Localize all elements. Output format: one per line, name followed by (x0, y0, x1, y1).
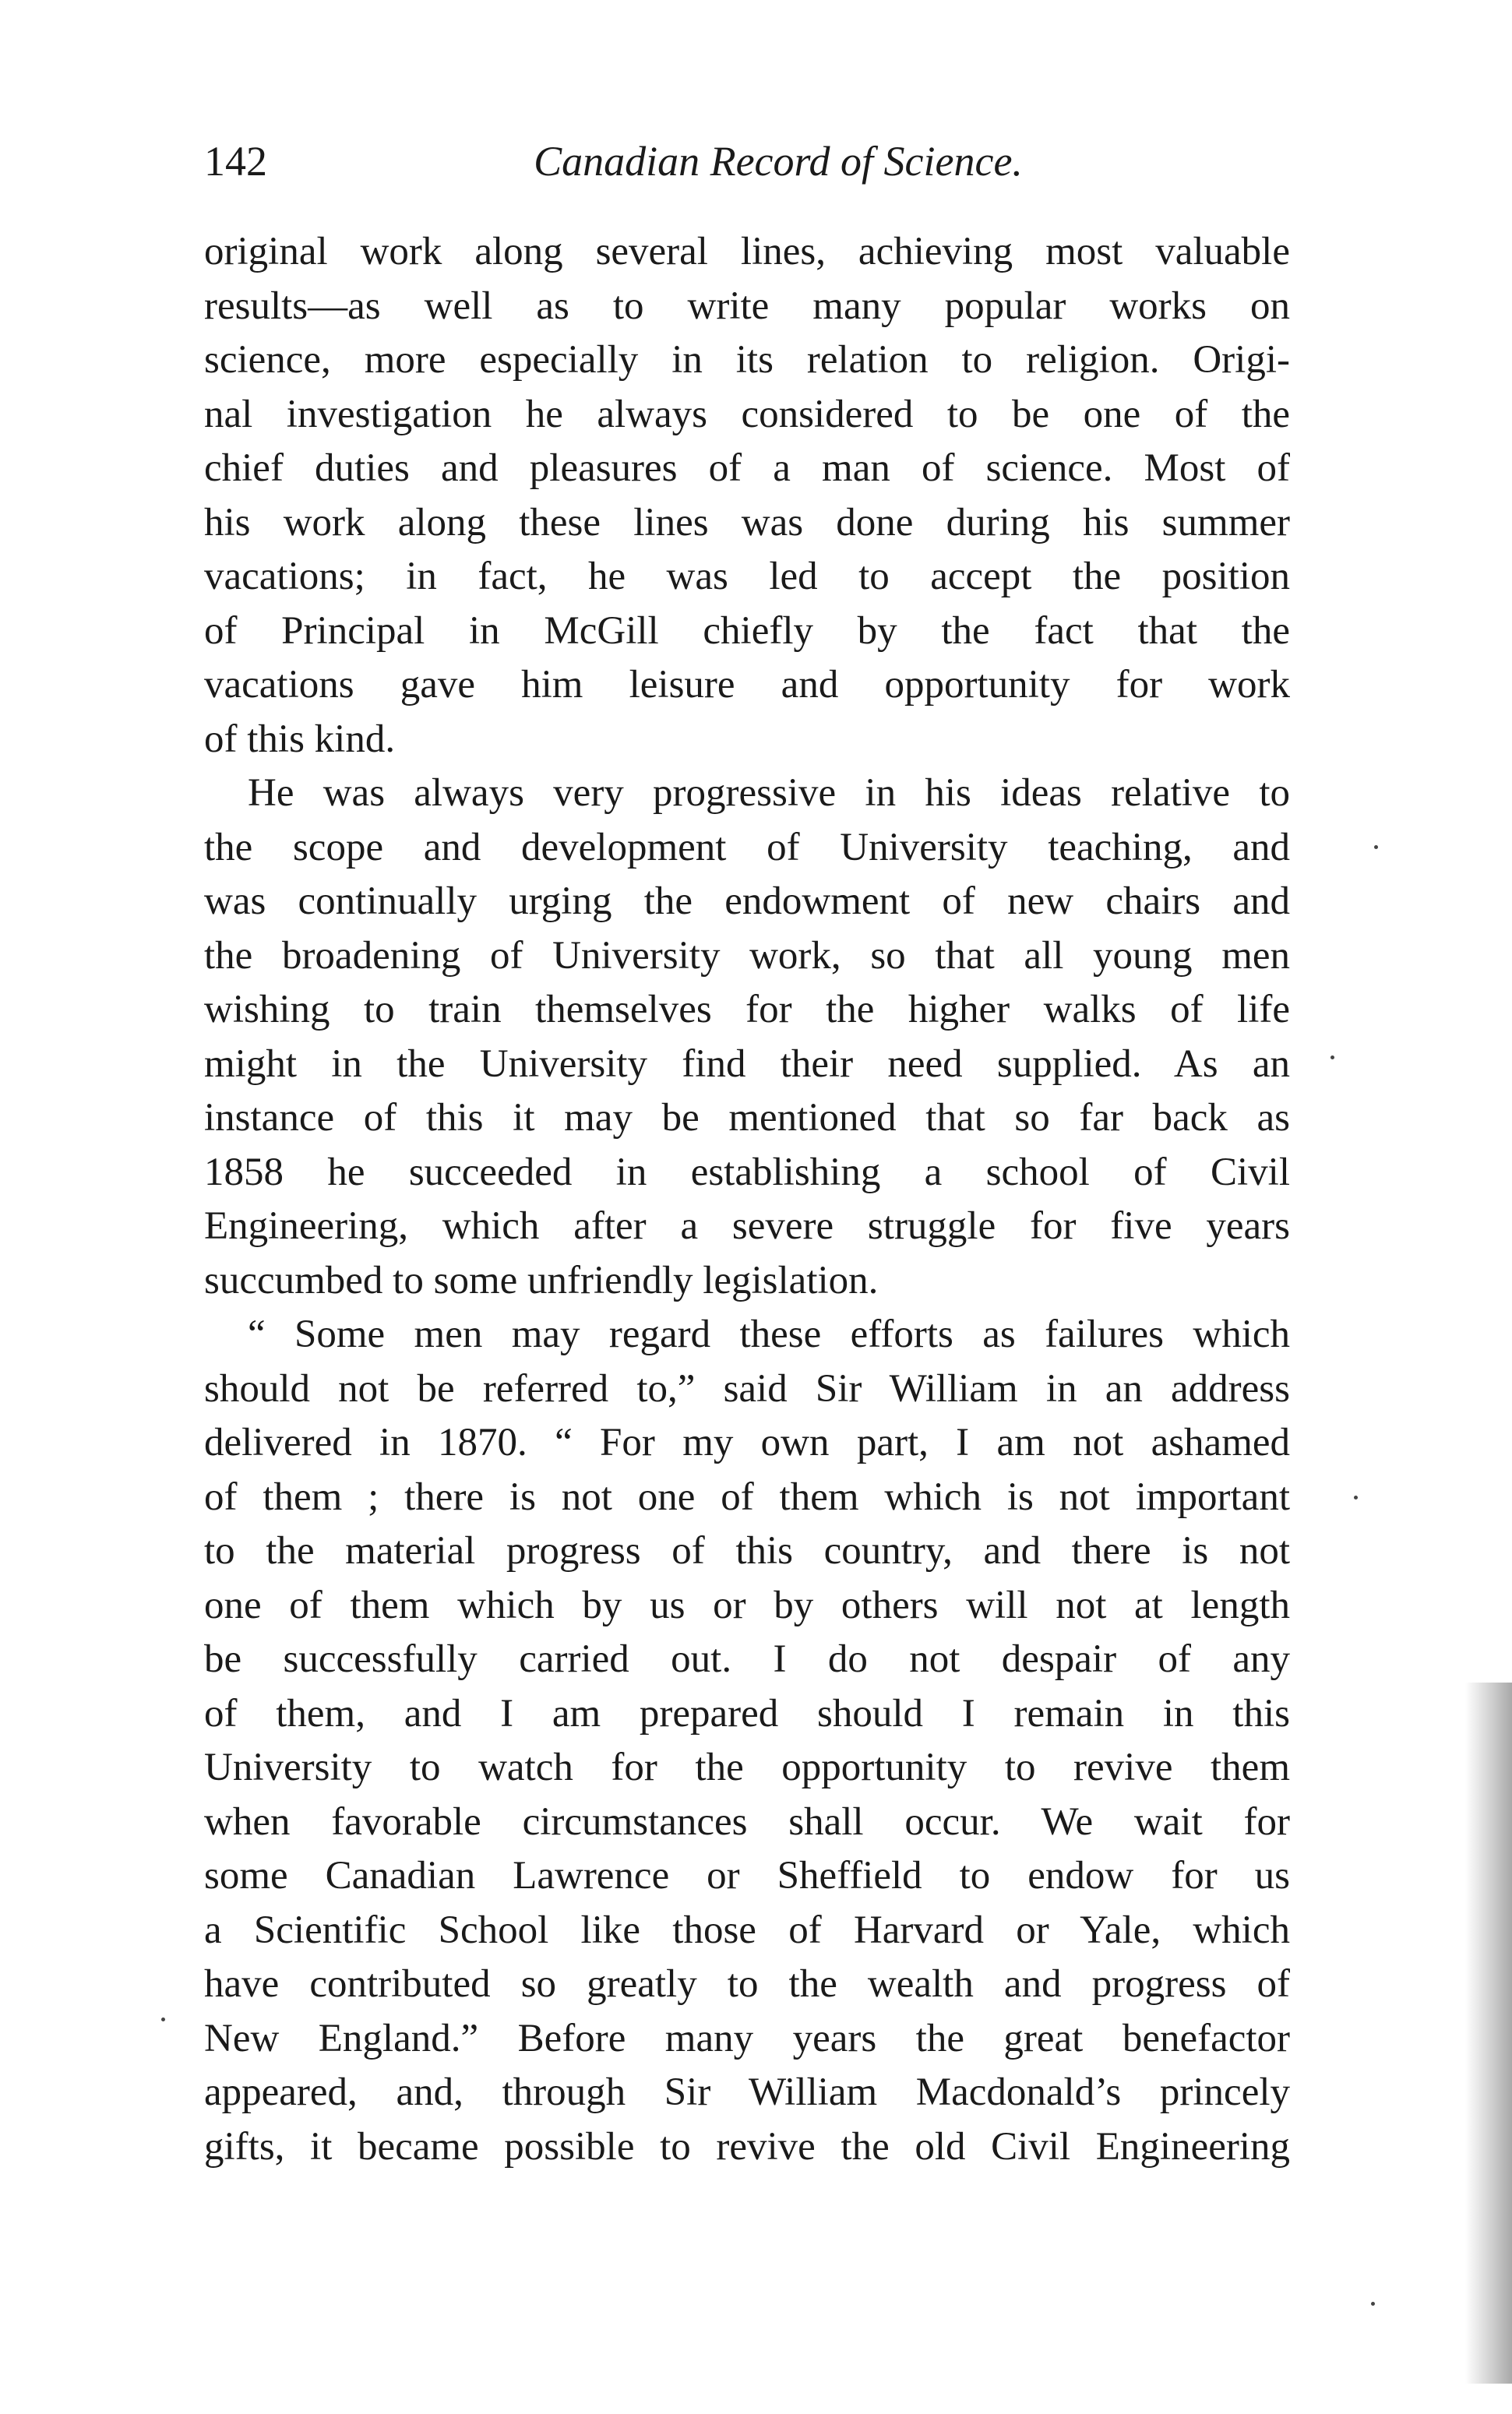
text-line: to the material progress of this country, and there is not (204, 1529, 1290, 1573)
body-text (204, 225, 1290, 2174)
text-line: vacations; in fact, he was led to accept the position (204, 555, 1290, 598)
text-line: of this kind. (204, 717, 396, 761)
text-line: instance of this it may be mentioned that so far back as (204, 1096, 1290, 1140)
speck-mark (1374, 845, 1378, 849)
text-line: 1858 he succeeded in establishing a school of Civil (204, 1150, 1290, 1194)
text-line: should not be referred to,” said Sir William in an address (204, 1366, 1290, 1411)
text-line: of Principal in McGill chiefly by the fact that the (204, 608, 1290, 653)
text-line: chief duties and pleasures of a man of science. Most of (204, 446, 1290, 490)
text-line: one of them which by us or by others will not at length (204, 1583, 1290, 1627)
text-line: nal investigation he always considered to be one of the (204, 392, 1290, 436)
text-line: University to watch for the opportunity to revive them (204, 1746, 1290, 1789)
page-number: 142 (204, 138, 267, 185)
text-line: vacations gave him leisure and opportunity for work (204, 663, 1290, 707)
text-line: might in the University find their need supplied. As an (204, 1041, 1290, 1086)
speck-mark (1371, 2302, 1375, 2306)
text-line: Engineering, which after a severe struggle for five years (204, 1204, 1290, 1248)
text-line: have contributed so greatly to the wealth and progress of (204, 1962, 1290, 2006)
text-line: a Scientific School like those of Harvard or Yale, which (204, 1908, 1290, 1952)
text-line: gifts, it became possible to revive the old Civil Engineering (204, 2124, 1290, 2169)
speck-mark (161, 2018, 165, 2021)
text-line: delivered in 1870. “ For my own part, I am not ashamed (204, 1421, 1290, 1464)
text-line: New England.” Before many years the great benefactor (204, 2016, 1290, 2060)
page-edge-shadow (1465, 1683, 1512, 2384)
paragraph-first-line: “ Some men may regard these efforts as failures which (248, 1313, 1290, 1356)
text-line: original work along several lines, achieving most valuable (204, 230, 1290, 273)
paragraph-first-line: He was always very progressive in his ideas relative to (248, 771, 1290, 815)
text-line: science, more especially in its relation to religion. Origi- (204, 338, 1290, 382)
running-title: Canadian Record of Science. (534, 138, 1023, 185)
text-line: when favorable circumstances shall occur. We wait for (204, 1799, 1290, 1844)
text-line: results—as well as to write many popular works on (204, 284, 1290, 328)
text-line: was continually urging the endowment of new chairs and (204, 879, 1290, 923)
text-line: be successfully carried out. I do not despair of any (204, 1637, 1290, 1681)
text-line: of them ; there is not one of them which is not important (204, 1475, 1290, 1519)
text-line: appeared, and, through Sir William Macdonald’s princely (204, 2070, 1290, 2114)
text-line: of them, and I am prepared should I remain in this (204, 1691, 1290, 1736)
text-line: some Canadian Lawrence or Sheffield to endow for us (204, 1854, 1290, 1898)
text-line: the scope and development of University teaching, and (204, 825, 1290, 869)
running-head (204, 134, 1290, 189)
speck-mark (1330, 1055, 1334, 1059)
text-line: wishing to train themselves for the higher walks of life (204, 988, 1290, 1031)
text-line: the broadening of University work, so that all young men (204, 933, 1290, 978)
text-line: succumbed to some unfriendly legislation. (204, 1258, 879, 1302)
speck-mark (1354, 1496, 1358, 1499)
text-line: his work along these lines was done during his summer (204, 500, 1290, 544)
